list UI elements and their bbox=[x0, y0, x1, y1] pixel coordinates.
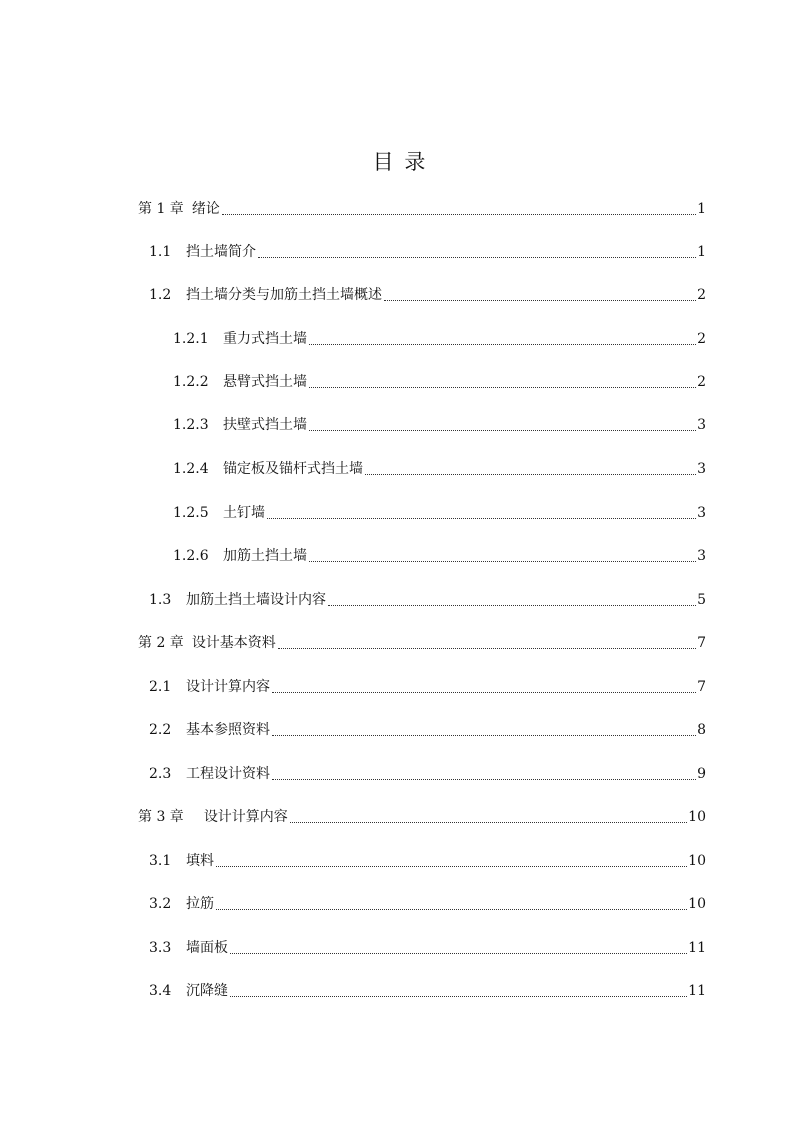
toc-leader-dots bbox=[216, 865, 687, 867]
toc-leader-dots bbox=[267, 517, 696, 519]
toc-entry-number: 1.2.6 bbox=[173, 548, 209, 564]
toc-leader-dots bbox=[272, 778, 696, 780]
toc-entry-page: 11 bbox=[688, 983, 706, 999]
toc-entry-number: 第 3 章 bbox=[138, 809, 184, 825]
toc-entry-title: 工程设计资料 bbox=[186, 766, 270, 782]
toc-entry-number: 1.1 bbox=[149, 244, 172, 260]
toc-leader-dots bbox=[272, 691, 696, 693]
toc-leader-dots bbox=[309, 429, 696, 431]
toc-entry-page: 10 bbox=[688, 896, 706, 912]
toc-entry-number: 1.2.4 bbox=[173, 461, 209, 477]
toc-entry-number: 第 1 章 bbox=[138, 201, 184, 217]
toc-entry-page: 1 bbox=[697, 201, 706, 217]
toc-entry-2-2[interactable] bbox=[149, 719, 706, 741]
toc-entry-title: 重力式挡土墙 bbox=[223, 331, 307, 347]
toc-entry-ch1[interactable] bbox=[138, 198, 706, 220]
toc-leader-dots bbox=[230, 952, 687, 954]
toc-entry-page: 10 bbox=[688, 809, 706, 825]
toc-entry-1-2[interactable] bbox=[149, 284, 706, 306]
toc-leader-dots bbox=[230, 995, 687, 997]
toc-entry-title: 设计基本资料 bbox=[191, 635, 276, 651]
toc-entry-title: 挡土墙简介 bbox=[186, 244, 256, 260]
toc-leader-dots bbox=[309, 386, 696, 388]
toc-entry-page: 7 bbox=[697, 679, 706, 695]
toc-leader-dots bbox=[309, 343, 696, 345]
toc-entry-ch2[interactable] bbox=[138, 632, 706, 654]
toc-entry-1-3[interactable] bbox=[149, 589, 706, 611]
toc-entry-title: 加筋土挡土墙设计内容 bbox=[186, 592, 326, 608]
toc-entry-page: 3 bbox=[697, 461, 706, 477]
toc-entry-number: 1.2.2 bbox=[173, 374, 209, 390]
toc-entry-page: 2 bbox=[697, 287, 706, 303]
toc-entry-number: 第 2 章 bbox=[138, 635, 184, 651]
toc-entry-number: 2.2 bbox=[149, 722, 172, 738]
toc-entry-number: 1.3 bbox=[149, 592, 172, 608]
toc-entry-number: 3.4 bbox=[149, 983, 172, 999]
toc-entry-title: 沉降缝 bbox=[186, 983, 228, 999]
toc-entry-page: 11 bbox=[688, 940, 706, 956]
toc-entry-title: 设计计算内容 bbox=[186, 679, 270, 695]
toc-entry-title: 锚定板及锚杆式挡土墙 bbox=[223, 461, 363, 477]
toc-entry-3-2[interactable] bbox=[149, 893, 706, 915]
toc-entry-page: 7 bbox=[697, 635, 706, 651]
toc-entry-title: 扶壁式挡土墙 bbox=[223, 417, 307, 433]
toc-entry-1-2-2[interactable] bbox=[173, 371, 706, 393]
toc-entry-page: 5 bbox=[697, 592, 706, 608]
toc-entry-title: 墙面板 bbox=[186, 940, 228, 956]
toc-entry-page: 8 bbox=[697, 722, 706, 738]
toc-entry-number: 1.2.3 bbox=[173, 417, 209, 433]
toc-leader-dots bbox=[365, 473, 696, 475]
toc-leader-dots bbox=[328, 604, 696, 606]
toc-entry-page: 10 bbox=[688, 853, 706, 869]
toc-leader-dots bbox=[222, 213, 696, 215]
toc-entry-1-2-6[interactable] bbox=[173, 545, 706, 567]
toc-entry-page: 2 bbox=[697, 331, 706, 347]
toc-leader-dots bbox=[216, 908, 687, 910]
toc-leader-dots bbox=[278, 647, 696, 649]
toc-title: 目 录 bbox=[372, 150, 428, 174]
toc-entry-1-2-5[interactable] bbox=[173, 502, 706, 524]
toc-entry-number: 1.2.5 bbox=[173, 505, 209, 521]
toc-leader-dots bbox=[290, 821, 687, 823]
toc-leader-dots bbox=[309, 560, 696, 562]
toc-entry-1-2-4[interactable] bbox=[173, 458, 706, 480]
toc-entry-3-4[interactable] bbox=[149, 980, 706, 1002]
toc-entry-3-1[interactable] bbox=[149, 850, 706, 872]
toc-entry-page: 2 bbox=[697, 374, 706, 390]
toc-entry-1-1[interactable] bbox=[149, 241, 706, 263]
toc-entry-title: 土钉墙 bbox=[223, 505, 265, 521]
toc-entry-2-1[interactable] bbox=[149, 676, 706, 698]
toc-leader-dots bbox=[272, 734, 696, 736]
toc-entry-page: 3 bbox=[697, 505, 706, 521]
toc-entry-title: 挡土墙分类与加筋土挡土墙概述 bbox=[186, 287, 382, 303]
toc-leader-dots bbox=[258, 256, 696, 258]
toc-entry-ch3[interactable] bbox=[138, 806, 706, 828]
toc-entry-title: 填料 bbox=[186, 853, 214, 869]
toc-entry-number: 1.2 bbox=[149, 287, 172, 303]
toc-entry-number: 1.2.1 bbox=[173, 331, 209, 347]
toc-entry-number: 2.1 bbox=[149, 679, 172, 695]
toc-leader-dots bbox=[384, 299, 696, 301]
toc-entry-title: 加筋土挡土墙 bbox=[223, 548, 307, 564]
toc-entry-title: 拉筋 bbox=[186, 896, 214, 912]
toc-entry-page: 1 bbox=[697, 244, 706, 260]
toc-entry-1-2-3[interactable] bbox=[173, 414, 706, 436]
toc-entry-number: 3.3 bbox=[149, 940, 172, 956]
toc-entry-1-2-1[interactable] bbox=[173, 328, 706, 350]
toc-entry-title: 设计计算内容 bbox=[203, 809, 288, 825]
toc-entry-title: 绪论 bbox=[191, 201, 220, 217]
toc-entry-number: 2.3 bbox=[149, 766, 172, 782]
toc-entry-number: 3.1 bbox=[149, 853, 172, 869]
toc-entry-2-3[interactable] bbox=[149, 763, 706, 785]
toc-entry-page: 3 bbox=[697, 548, 706, 564]
toc-entry-page: 3 bbox=[697, 417, 706, 433]
toc-entry-3-3[interactable] bbox=[149, 937, 706, 959]
toc-entry-number: 3.2 bbox=[149, 896, 172, 912]
toc-entry-title: 悬臂式挡土墙 bbox=[223, 374, 307, 390]
toc-entry-title: 基本参照资料 bbox=[186, 722, 270, 738]
toc-entry-page: 9 bbox=[697, 766, 706, 782]
